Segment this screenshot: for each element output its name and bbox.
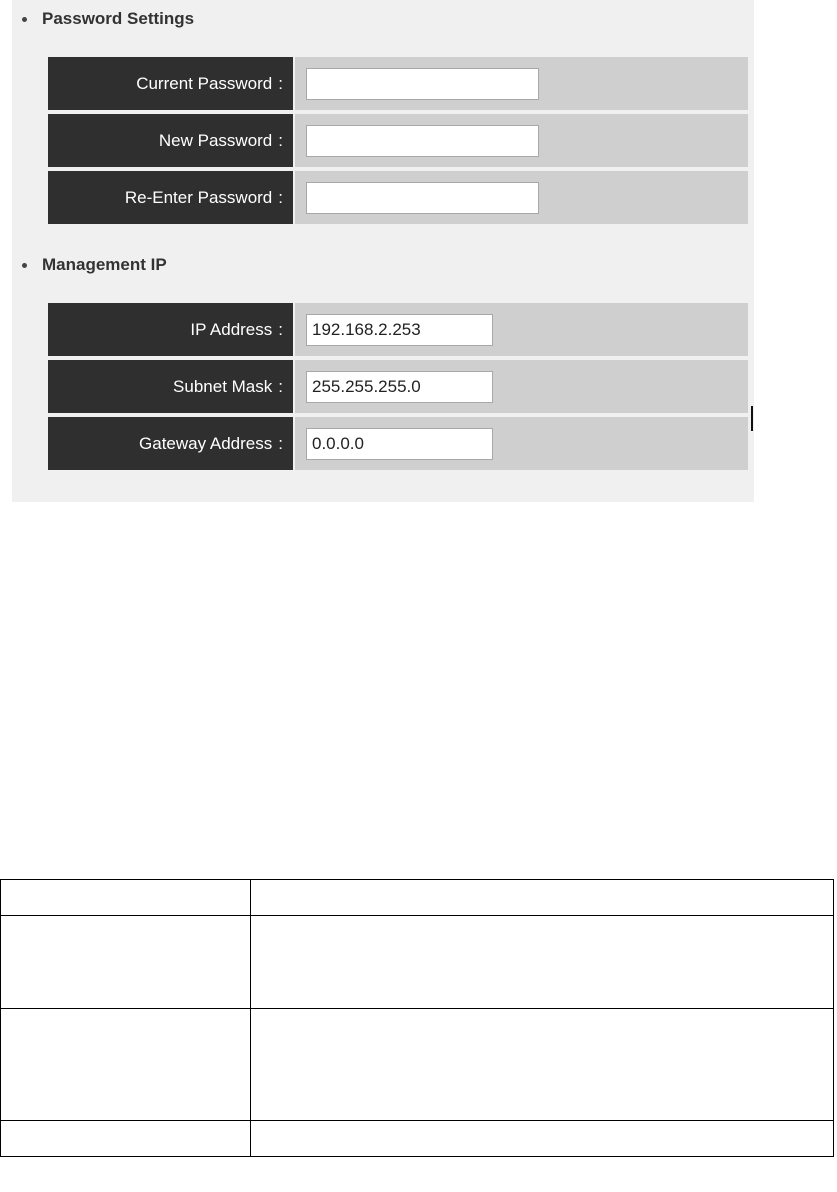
password-settings-title: Password Settings — [42, 9, 195, 28]
table-row — [1, 1009, 834, 1121]
reenter-password-cell — [295, 171, 748, 224]
new-password-label: New Password : — [48, 114, 293, 167]
bullet-icon — [22, 17, 27, 22]
password-settings-form — [48, 57, 748, 228]
table-cell — [251, 1009, 834, 1121]
table-row — [1, 880, 834, 916]
reenter-password-label: Re-Enter Password : — [48, 171, 293, 224]
current-password-label: Current Password : — [48, 57, 293, 110]
text-cursor-mark — [751, 406, 753, 431]
subnet-mask-row — [48, 360, 748, 413]
password-settings-heading — [22, 9, 194, 29]
gateway-address-cell — [295, 417, 748, 470]
current-password-input[interactable] — [306, 68, 539, 100]
new-password-cell — [295, 114, 748, 167]
management-ip-heading — [22, 255, 167, 275]
table-cell — [251, 916, 834, 1009]
gateway-address-row — [48, 417, 748, 470]
ip-address-cell — [295, 303, 748, 356]
management-ip-title: Management IP — [42, 255, 167, 274]
gateway-address-input[interactable] — [306, 428, 493, 460]
table-cell — [251, 1121, 834, 1157]
subnet-mask-label: Subnet Mask : — [48, 360, 293, 413]
gateway-address-label: Gateway Address : — [48, 417, 293, 470]
reenter-password-row — [48, 171, 748, 224]
current-password-row — [48, 57, 748, 110]
reenter-password-input[interactable] — [306, 182, 539, 214]
table-cell — [251, 880, 834, 916]
current-password-cell — [295, 57, 748, 110]
subnet-mask-cell — [295, 360, 748, 413]
table-cell — [1, 1009, 251, 1121]
description-table — [0, 879, 834, 1157]
table-row — [1, 916, 834, 1009]
ip-address-label: IP Address : — [48, 303, 293, 356]
table-cell — [1, 1121, 251, 1157]
subnet-mask-input[interactable] — [306, 371, 493, 403]
ip-address-input[interactable] — [306, 314, 493, 346]
ip-address-row — [48, 303, 748, 356]
management-ip-form — [48, 303, 748, 474]
table-cell — [1, 916, 251, 1009]
new-password-input[interactable] — [306, 125, 539, 157]
settings-panel — [12, 0, 754, 502]
table-row — [1, 1121, 834, 1157]
bullet-icon — [22, 263, 27, 268]
new-password-row — [48, 114, 748, 167]
table-cell — [1, 880, 251, 916]
